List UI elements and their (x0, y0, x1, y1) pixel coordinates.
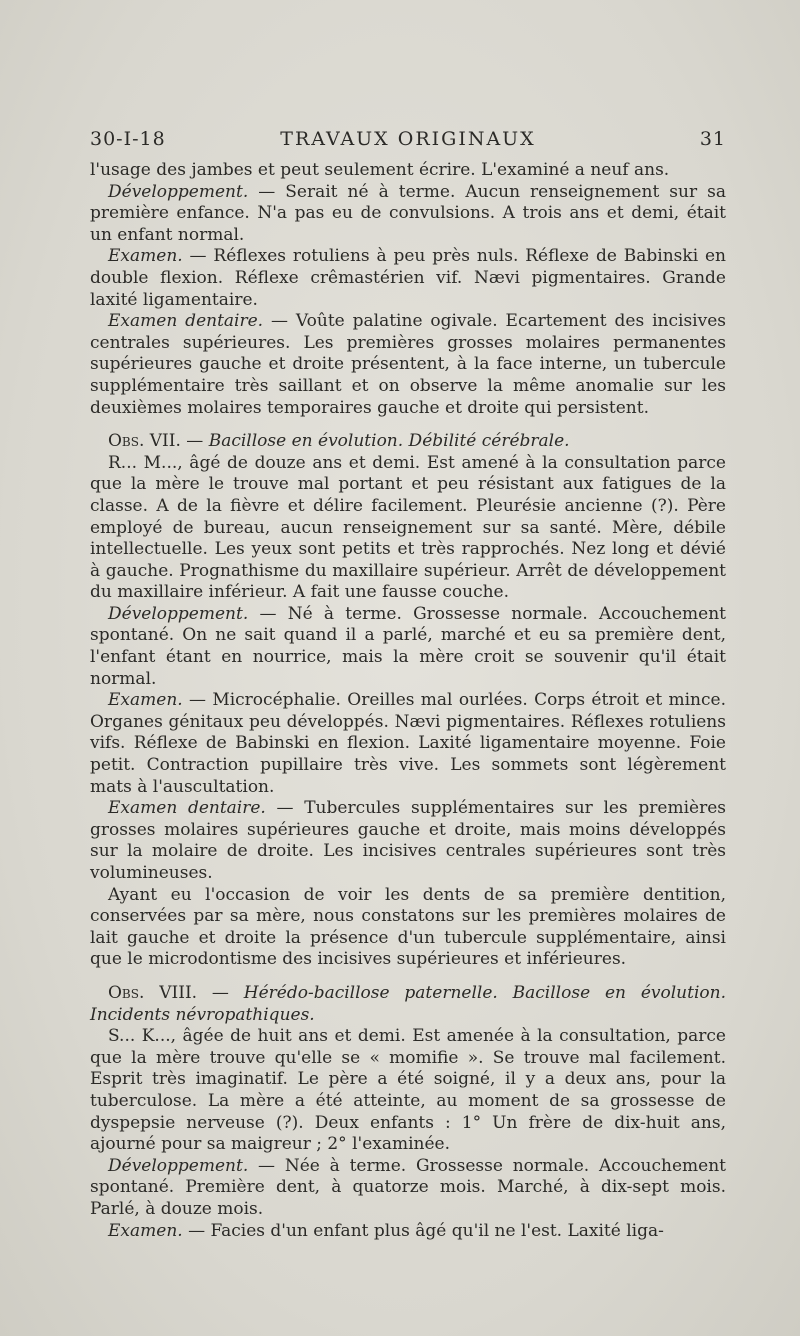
paragraph: Examen. — Facies d'un enfant plus âgé qu'il ne l'est. Laxité liga- (108, 1220, 664, 1241)
observation-heading: Obs. VII. — Bacillose en évolution. Débilité cérébrale. (108, 431, 570, 452)
body-text (90, 160, 726, 1242)
paragraph: R... M..., âgé de douze ans et demi. Est amené à la consultation parce que la mère le trouve mal portant et peu résistant aux fatigues de la classe. A de la fièvre et délire facilement. Pleurésie ancienne (?). Père employé de bureau, aucun renseignement sur sa santé. Mère, débile intellectuelle. Les yeux sont petits et très rapprochés. Nez long et dévié à gauche. Prognathisme du maxillaire supérieur. Arrêt de développement du maxillaire inférieur. A fait une fausse couche. (90, 452, 726, 603)
page-number: 31 (699, 128, 726, 150)
paragraph: Examen dentaire. — Voûte palatine ogivale. Ecartement des incisives centrales supérieures. Les premières grosses molaires permanentes supérieures gauche et droite présentent, à la face interne, un tubercule supplémentaire très saillant et on observe la même anomalie sur les deuxièmes molaires temporaires gauche et droite qui persistent. (90, 311, 726, 418)
paragraph-lead: Examen dentaire. (108, 798, 266, 819)
paragraph-lead: Examen. (108, 690, 183, 711)
observation-title: Bacillose en évolution. Débilité cérébrale. (208, 431, 570, 452)
paragraph: Examen. — Réflexes rotuliens à peu près nuls. Réflexe de Babinski en double flexion. Réflexe crêmastérien vif. Nævi pigmentaires. Grande laxité ligamentaire. (90, 246, 726, 310)
paragraph: l'usage des jambes et peut seulement écrire. L'examiné a neuf ans. (90, 160, 670, 180)
paragraph: Examen. — Microcéphalie. Oreilles mal ourlées. Corps étroit et mince. Organes génitaux peu développés. Nævi pigmentaires. Réflexes rotuliens vifs. Réflexe de Babinski en flexion. Laxité ligamentaire moyenne. Foie petit. Contraction pupillaire très vive. Les sommets sont légèrement mats à l'auscultation. (90, 690, 726, 797)
paragraph: Développement. — Née à terme. Grossesse normale. Accouchement spontané. Première dent, à quatorze mois. Marché, à dix-sept mois. Parlé, à douze mois. (90, 1155, 726, 1219)
paragraph-lead: Développement. (108, 1155, 249, 1176)
paragraph: Examen dentaire. — Tubercules supplémentaires sur les premières grosses molaires supérieures gauche et droite, mais moins développés sur la molaire de droite. Les incisives centrales supérieures sont très volumineuses. (90, 798, 726, 883)
observation-number: Obs. VII. (108, 431, 181, 452)
header-title: TRAVAUX ORIGINAUX (280, 128, 536, 150)
paragraph-lead: Examen dentaire. (108, 311, 264, 332)
observation-heading: Obs. VIII. — Hérédo-bacillose paternelle. Bacillose en évolution. Incidents névropathiques. (90, 982, 726, 1025)
paragraph-lead: Développement. (108, 181, 249, 202)
paragraph-lead: Examen. (108, 1220, 183, 1241)
running-header (90, 128, 726, 156)
observation-number: Obs. VIII. (108, 982, 198, 1003)
paragraph-lead: Développement. (108, 603, 249, 624)
paragraph: Développement. — Né à terme. Grossesse normale. Accouchement spontané. On ne sait quand il a parlé, marché et eu sa première dent, l'enfant étant en nourrice, mais la mère croit se souvenir qu'il était normal. (90, 603, 726, 689)
paragraph: Ayant eu l'occasion de voir les dents de sa première dentition, conservées par sa mère, nous constatons sur les premières molaires de lait gauche et droite la présence d'un tubercule supplémentaire, ainsi que le microdontisme des incisives supérieures et inférieures. (90, 884, 726, 970)
observation-title: Hérédo-bacillose paternelle. Bacillose en évolution. Incidents névropathiques. (90, 982, 726, 1025)
paragraph: Développement. — Serait né à terme. Aucun renseignement sur sa première enfance. N'a pas eu de convulsions. A trois ans et demi, était un enfant normal. (90, 181, 726, 245)
header-date: 30-I-18 (90, 128, 166, 150)
paragraph: S... K..., âgée de huit ans et demi. Est amenée à la consultation, parce que la mère trouve qu'elle se « momifie ». Se trouve mal facilement. Esprit très imaginatif. Le père a été soigné, il y a deux ans, pour la tuberculose. La mère a été atteinte, au moment de sa grossesse de dyspepsie nerveuse (?). Deux enfants : 1° Un frère de dix-huit ans, ajourné pour sa maigreur ; 2° l'examinée. (90, 1026, 726, 1155)
paragraph-lead: Examen. (108, 246, 183, 267)
